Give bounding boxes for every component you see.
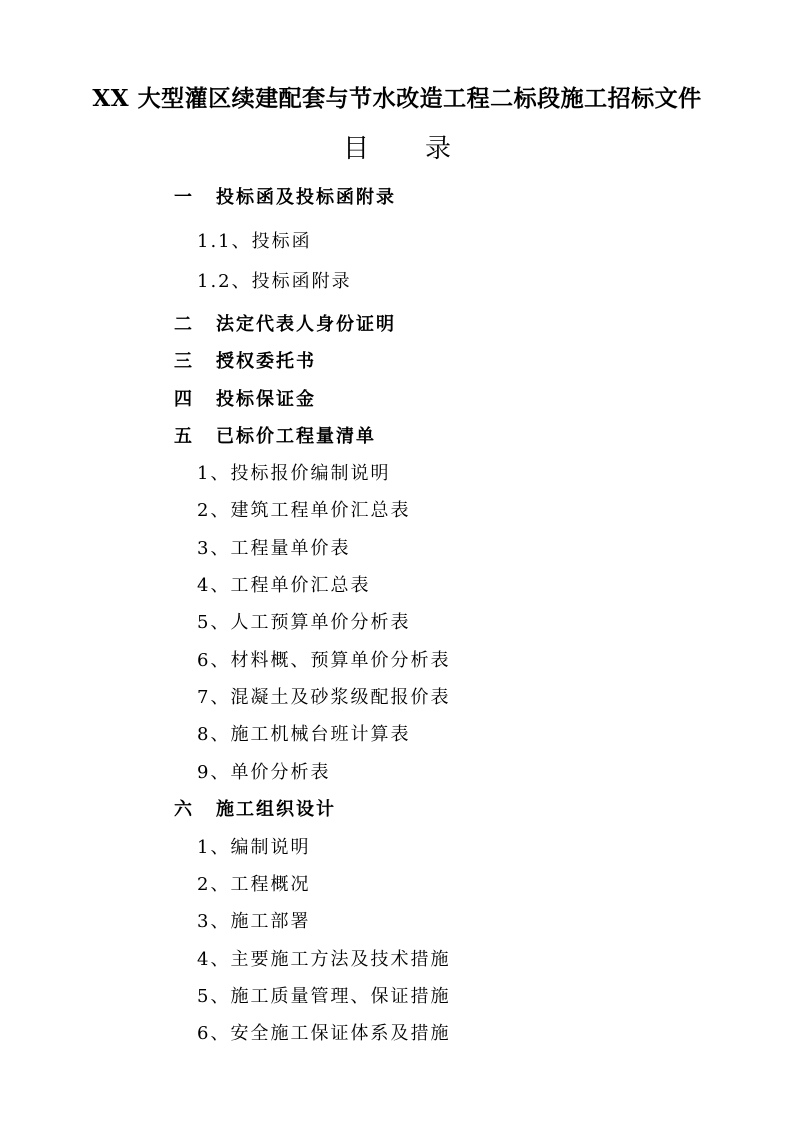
toc-section-label: 投标保证金 — [216, 389, 316, 410]
toc-heading-char-2: 录 — [425, 134, 452, 164]
toc-item[interactable]: 2、建筑工程单价汇总表 — [197, 500, 411, 521]
toc-item[interactable]: 9、单价分析表 — [197, 762, 331, 783]
toc-item[interactable]: 4、主要施工方法及技术措施 — [197, 949, 451, 970]
toc-item[interactable]: 8、施工机械台班计算表 — [197, 724, 411, 745]
toc-section-4[interactable] — [174, 389, 316, 411]
toc-section-label: 施工组织设计 — [216, 799, 336, 820]
toc-item[interactable]: 1.2、投标函附录 — [197, 271, 352, 292]
toc-section-number: 一 — [174, 187, 194, 208]
toc-item[interactable]: 7、混凝土及砂浆级配报价表 — [197, 687, 451, 708]
toc-section-1[interactable] — [174, 187, 396, 209]
toc-section-3[interactable] — [174, 351, 316, 373]
toc-section-2[interactable] — [174, 314, 396, 336]
toc-item[interactable]: 5、施工质量管理、保证措施 — [197, 986, 451, 1007]
toc-section-number: 五 — [174, 426, 194, 447]
toc-section-label: 法定代表人身份证明 — [216, 314, 396, 335]
toc-section-label: 授权委托书 — [216, 351, 316, 372]
document-title: XX 大型灌区续建配套与节水改造工程二标段施工招标文件 — [92, 85, 702, 112]
toc-item[interactable]: 3、工程量单价表 — [197, 538, 351, 559]
toc-item[interactable]: 6、安全施工保证体系及措施 — [197, 1023, 451, 1044]
toc-item[interactable]: 3、施工部署 — [197, 911, 311, 932]
toc-item[interactable]: 1、编制说明 — [197, 837, 311, 858]
toc-item[interactable]: 6、材料概、预算单价分析表 — [197, 650, 451, 671]
toc-item[interactable]: 5、人工预算单价分析表 — [197, 612, 411, 633]
toc-section-5[interactable] — [174, 426, 376, 448]
toc-item[interactable]: 2、工程概况 — [197, 874, 311, 895]
toc-section-number: 三 — [174, 351, 194, 372]
toc-item[interactable]: 1、投标报价编制说明 — [197, 463, 391, 484]
toc-section-number: 四 — [174, 389, 194, 410]
toc-item[interactable]: 1.1、投标函 — [197, 231, 312, 252]
toc-heading-char-1: 目 — [342, 134, 369, 164]
toc-item[interactable]: 4、工程单价汇总表 — [197, 575, 371, 596]
toc-section-label: 已标价工程量清单 — [216, 426, 376, 447]
toc-section-number: 二 — [174, 314, 194, 335]
toc-section-6[interactable] — [174, 799, 336, 821]
toc-section-number: 六 — [174, 799, 194, 820]
toc-section-label: 投标函及投标函附录 — [216, 187, 396, 208]
